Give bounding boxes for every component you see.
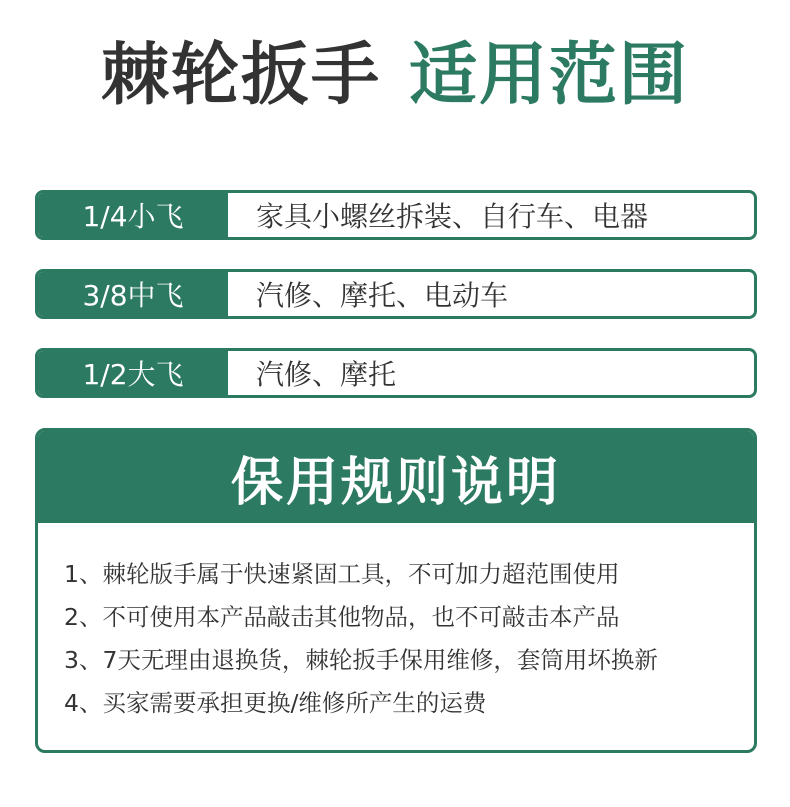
- scope-use-text: 汽修、摩托: [256, 358, 397, 391]
- warranty-title: 保用规则说明: [38, 431, 754, 523]
- page-title: [0, 28, 790, 124]
- warranty-panel: [35, 428, 757, 753]
- scope-row-three-eighths: [35, 269, 757, 319]
- warranty-item: 2、不可使用本产品敲击其他物品，也不可敲击本产品: [64, 603, 620, 631]
- scope-size-label: 3/8中飞: [38, 272, 228, 316]
- scope-row-half: [35, 348, 757, 398]
- title-product: 棘轮扳手: [100, 36, 381, 115]
- scope-size-label: 1/4小飞: [38, 193, 228, 237]
- scope-use-text: 汽修、摩托、电动车: [256, 279, 509, 312]
- warranty-list: [38, 523, 754, 725]
- scope-size-label: 1/2大飞: [38, 351, 228, 395]
- warranty-item: 1、棘轮版手属于快速紧固工具，不可加力超范围使用: [64, 560, 620, 588]
- scope-row-quarter: [35, 190, 757, 240]
- scope-use-text: 家具小螺丝拆装、自行车、电器: [256, 200, 649, 233]
- title-scope: 适用范围: [409, 36, 690, 115]
- warranty-item: 3、7天无理由退换货，棘轮扳手保用维修，套筒用坏换新: [64, 646, 658, 674]
- warranty-item: 4、买家需要承担更换/维修所产生的运费: [64, 689, 487, 717]
